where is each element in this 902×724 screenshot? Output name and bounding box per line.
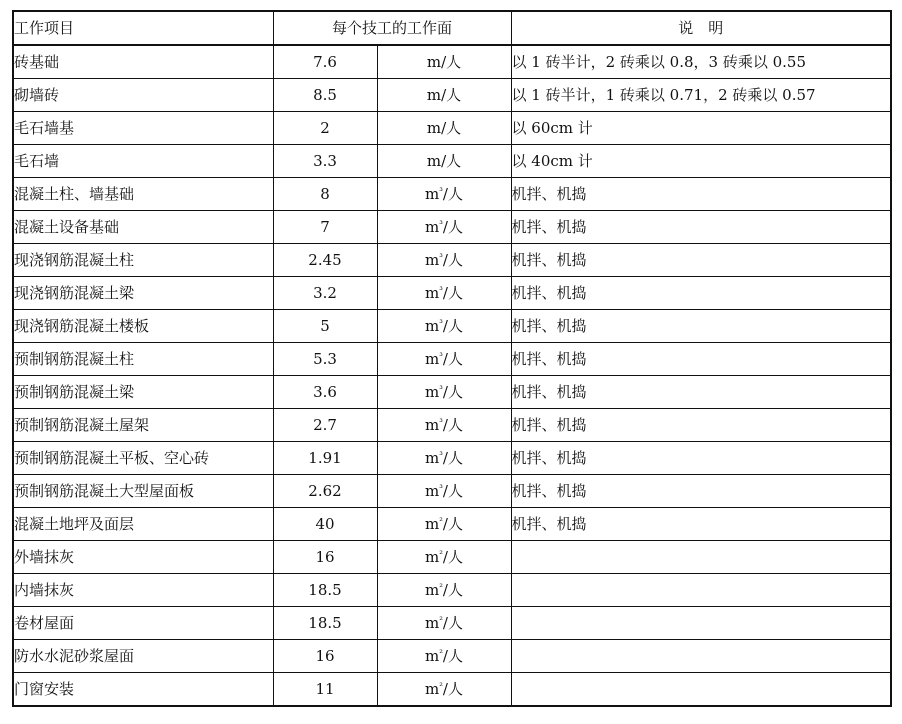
unit-cell: m/人: [377, 112, 511, 145]
unit-cell: m/人: [377, 79, 511, 112]
header-rate: 每个技工的工作面: [273, 11, 511, 45]
note-cell: 以 40cm 计: [511, 145, 891, 178]
item-cell: 现浇钢筋混凝土柱: [13, 244, 273, 277]
table-row: [13, 310, 891, 343]
item-cell: 混凝土设备基础: [13, 211, 273, 244]
note-cell: [511, 640, 891, 673]
item-cell: 砌墙砖: [13, 79, 273, 112]
header-note: 说 明: [511, 11, 891, 45]
item-cell: 外墙抹灰: [13, 541, 273, 574]
note-cell: 以 1 砖半计，1 砖乘以 0.71，2 砖乘以 0.57: [511, 79, 891, 112]
note-cell: [511, 574, 891, 607]
unit-cell: $m^{^3}/$人: [377, 442, 511, 475]
note-cell: 机拌、机捣: [511, 376, 891, 409]
note-cell: [511, 607, 891, 640]
unit-cell: $m^{^3}/$人: [377, 178, 511, 211]
note-cell: 机拌、机捣: [511, 244, 891, 277]
table-row: [13, 178, 891, 211]
note-cell: [511, 541, 891, 574]
note-cell: 机拌、机捣: [511, 343, 891, 376]
note-cell: 机拌、机捣: [511, 409, 891, 442]
note-cell: 机拌、机捣: [511, 211, 891, 244]
item-cell: 预制钢筋混凝土大型屋面板: [13, 475, 273, 508]
table-row: [13, 211, 891, 244]
unit-cell: $m^{^2}/$人: [377, 541, 511, 574]
value-cell: 16: [273, 640, 377, 673]
note-cell: 机拌、机捣: [511, 178, 891, 211]
value-cell: 2: [273, 112, 377, 145]
note-cell: 机拌、机捣: [511, 310, 891, 343]
item-cell: 预制钢筋混凝土柱: [13, 343, 273, 376]
table-row: [13, 45, 891, 79]
unit-cell: $m^{^3}/$人: [377, 475, 511, 508]
value-cell: 8: [273, 178, 377, 211]
table-row: [13, 673, 891, 707]
unit-cell: $m^{^3}/$人: [377, 409, 511, 442]
value-cell: 2.45: [273, 244, 377, 277]
unit-cell: $m^{^2}/$人: [377, 607, 511, 640]
work-face-table: [12, 10, 892, 707]
unit-cell: m/人: [377, 145, 511, 178]
table-row: [13, 640, 891, 673]
unit-cell: $m^{^3}/$人: [377, 376, 511, 409]
value-cell: 16: [273, 541, 377, 574]
value-cell: 7: [273, 211, 377, 244]
header-item: 工作项目: [13, 11, 273, 45]
item-cell: 预制钢筋混凝土平板、空心砖: [13, 442, 273, 475]
value-cell: 2.7: [273, 409, 377, 442]
value-cell: 18.5: [273, 607, 377, 640]
unit-cell: $m^{^3}/$人: [377, 244, 511, 277]
unit-cell: $m^{^3}/$人: [377, 310, 511, 343]
unit-cell: $m^{^2}/$人: [377, 508, 511, 541]
value-cell: 5.3: [273, 343, 377, 376]
table-row: [13, 475, 891, 508]
note-cell: 以 1 砖半计，2 砖乘以 0.8，3 砖乘以 0.55: [511, 45, 891, 79]
table-row: [13, 409, 891, 442]
unit-cell: $m^{^3}/$人: [377, 211, 511, 244]
item-cell: 混凝土地坪及面层: [13, 508, 273, 541]
value-cell: 11: [273, 673, 377, 707]
note-cell: [511, 673, 891, 707]
value-cell: 7.6: [273, 45, 377, 79]
value-cell: 40: [273, 508, 377, 541]
item-cell: 现浇钢筋混凝土梁: [13, 277, 273, 310]
item-cell: 毛石墙基: [13, 112, 273, 145]
item-cell: 砖基础: [13, 45, 273, 79]
table-row: [13, 343, 891, 376]
table-row: [13, 541, 891, 574]
value-cell: 3.6: [273, 376, 377, 409]
note-cell: 机拌、机捣: [511, 442, 891, 475]
item-cell: 卷材屋面: [13, 607, 273, 640]
table-row: [13, 376, 891, 409]
item-cell: 混凝土柱、墙基础: [13, 178, 273, 211]
table-row: [13, 607, 891, 640]
note-cell: 机拌、机捣: [511, 475, 891, 508]
item-cell: 内墙抹灰: [13, 574, 273, 607]
table-row: [13, 112, 891, 145]
item-cell: 防水水泥砂浆屋面: [13, 640, 273, 673]
value-cell: 8.5: [273, 79, 377, 112]
table-row: [13, 145, 891, 178]
item-cell: 毛石墙: [13, 145, 273, 178]
table-row: [13, 79, 891, 112]
value-cell: 2.62: [273, 475, 377, 508]
note-cell: 机拌、机捣: [511, 277, 891, 310]
unit-cell: $m^{^3}/$人: [377, 343, 511, 376]
note-cell: 机拌、机捣: [511, 508, 891, 541]
item-cell: 预制钢筋混凝土屋架: [13, 409, 273, 442]
unit-cell: $m^{^3}/$人: [377, 277, 511, 310]
unit-cell: $m^{^2}/$人: [377, 574, 511, 607]
value-cell: 3.2: [273, 277, 377, 310]
table-body: [13, 45, 891, 706]
table-row: [13, 277, 891, 310]
header-row: [13, 11, 891, 45]
item-cell: 门窗安装: [13, 673, 273, 707]
table-row: [13, 244, 891, 277]
value-cell: 3.3: [273, 145, 377, 178]
table-row: [13, 508, 891, 541]
item-cell: 预制钢筋混凝土梁: [13, 376, 273, 409]
unit-cell: m/人: [377, 45, 511, 79]
item-cell: 现浇钢筋混凝土楼板: [13, 310, 273, 343]
unit-cell: $m^{^2}/$人: [377, 640, 511, 673]
value-cell: 18.5: [273, 574, 377, 607]
table-row: [13, 574, 891, 607]
table-header: [13, 11, 891, 45]
value-cell: 5: [273, 310, 377, 343]
value-cell: 1.91: [273, 442, 377, 475]
note-cell: 以 60cm 计: [511, 112, 891, 145]
unit-cell: $m^{^2}/$人: [377, 673, 511, 707]
table-row: [13, 442, 891, 475]
